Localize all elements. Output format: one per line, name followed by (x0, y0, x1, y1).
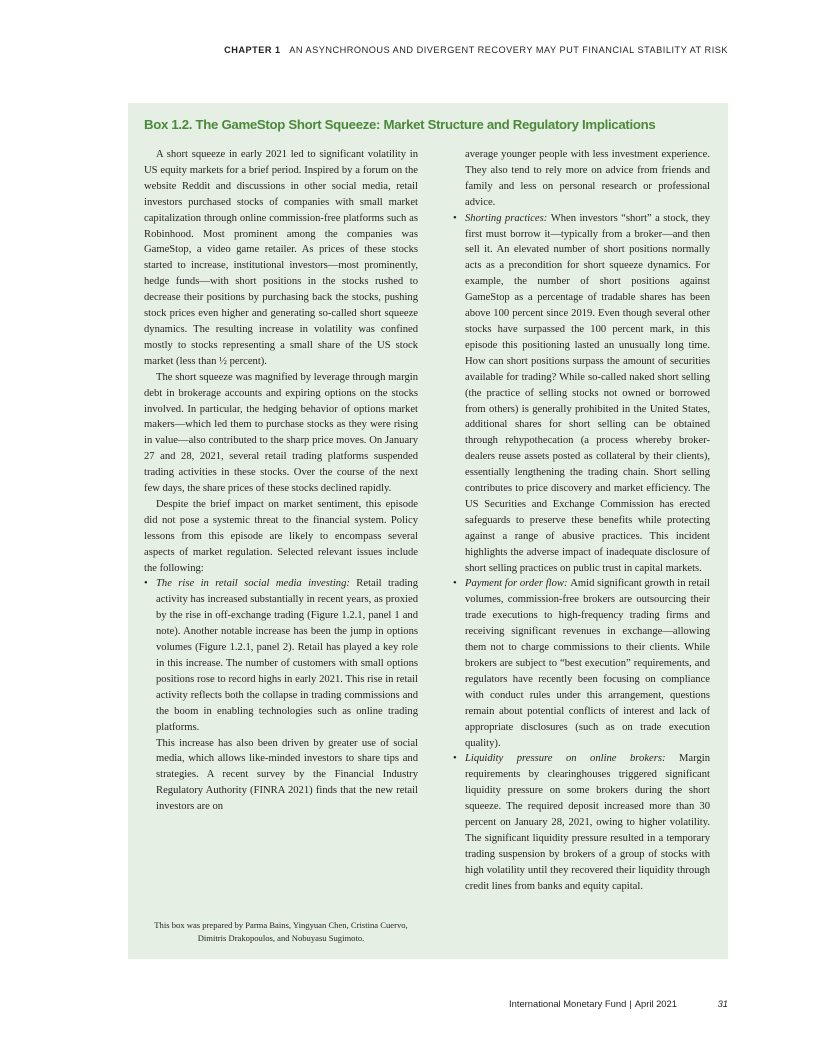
list-item-lead: Payment for order flow: (465, 578, 571, 590)
list-item-text: Margin requirements by clearinghouses triggered significant liquidity pressure on some brokers during the short squeeze. The required deposit increased more than 30 percent on January 28, 2021, owing to higher volatility. The significant liquidity pressure resulted in a temporary trading suspension by brokers of a group of stocks with high volatility until they recovered their liquidity through credit lines from banks and equity capital. (465, 753, 710, 892)
list-item-lead: The rise in retail social media investing: (156, 578, 357, 590)
publisher: International Monetary Fund (509, 998, 627, 1009)
box-footnote: This box was prepared by Parma Bains, Yingyuan Chen, Cristina Cuervo, Dimitris Drakopoulos, and Nobuyasu Sugimoto. (154, 920, 408, 944)
paragraph-continued: average younger people with less investment experience. They also tend to rely more on advice from friends and family and less on personal research or professional advice. (465, 149, 710, 208)
box-1-2 (128, 103, 728, 959)
chapter-label: CHAPTER 1 (224, 45, 281, 55)
chapter-title: AN ASYNCHRONOUS AND DIVERGENT RECOVERY MAY PUT FINANCIAL STABILITY AT RISK (289, 45, 728, 55)
box-title: Box 1.2. The GameStop Short Squeeze: Market Structure and Regulatory Implications (144, 117, 656, 132)
issue-list (144, 576, 418, 815)
issue-list-continued (453, 211, 710, 895)
list-item-lead: Liquidity pressure on online brokers: (465, 753, 679, 765)
list-item-lead: Shorting practices: (465, 212, 551, 224)
publication-date: April 2021 (634, 998, 677, 1009)
left-column (144, 147, 418, 815)
list-item-continuation: This increase has also been driven by greater use of social media, which allows like-minded investors to share tips and strategies. A recent survey by the Financial Industry Regulatory Authority (FINRA 2021) finds that the new retail investors are on (156, 737, 418, 813)
bullet-icon: • (453, 212, 457, 224)
bullet-icon: • (453, 578, 457, 590)
page-footer (509, 998, 728, 1009)
paragraph: Despite the brief impact on market sentiment, this episode did not pose a systemic threat to the financial system. Policy lessons from this episode are likely to encompass several aspects of market regulation. Selected relevant issues include the following: (144, 498, 418, 574)
paragraph: The short squeeze was magnified by leverage through margin debt in brokerage accounts and expiring options on the stocks involved. In particular, the hedging behavior of options market makers—which led them to purchase stocks as they were rising in value—also contributed to the sharp price moves. On January 27 and 28, 2021, several retail trading platforms suspended trading activities in these stocks. Over the course of the next few days, the share prices of these stocks declined rapidly. (144, 371, 418, 495)
bullet-icon: • (453, 753, 457, 765)
page-number: 31 (717, 998, 728, 1009)
right-column (453, 147, 710, 895)
list-item-text: Amid significant growth in retail volumes, commission-free brokers are outsourcing their trade executions to high-frequency trading firms and receiving significant revenues in exchange—allowing them not to charge commissions to their clients. While brokers are subject to “best execution” requirements, and regulators have recently been focusing on compliance with conduct rules under this arrangement, questions remain about potential conflicts of interest and lack of appropriate disclosures (such as on trade execution quality). (465, 578, 710, 749)
running-header (224, 45, 728, 55)
list-item-text: When investors “short” a stock, they first must borrow it—typically from a broker—and then sell it. An elevated number of short positions normally acts as a precondition for short squeeze dynamics. For example, the number of short positions against GameStop as a percentage of tradable shares has been above 100 percent since 2019. Even though several other stocks have surpassed the 100 percent mark, in this episode this positioning lasted an unusually long time. How can short positions surpass the amount of securities available for trading? While so-called naked short selling (the practice of selling stocks not owned or borrowed from others) is generally prohibited in the United States, additional shares for short selling can be obtained through rehypothecation (a process whereby broker-dealers reuse assets posted as collateral by their clients), essentially lengthening the trading chain. Short selling contributes to price discovery and market efficiency. The US Securities and Exchange Commission has erected safeguards to preserve these benefits while protecting against a range of abusive practices. This incident highlights the adverse impact of inadequate disclosure of short selling practices on public trust in capital markets. (465, 212, 710, 574)
list-item-text: Retail trading activity has increased substantially in recent years, as proxied by the rise in off-exchange trading (Figure 1.2.1, panel 1 and note). Another notable increase has been the jump in options volumes (Figure 1.2.1, panel 2). Retail has played a key role in this increase. The number of customers with small options positions rose to record highs in early 2021. This rise in retail activity reflects both the collapse in trading commissions and the boom in enabling technologies such as online trading platforms. (156, 578, 418, 733)
bullet-icon: • (144, 578, 148, 590)
list-item (144, 576, 418, 815)
list-item (453, 751, 710, 894)
paragraph: A short squeeze in early 2021 led to significant volatility in US equity markets for a brief period. Inspired by a forum on the website Reddit and discussions in other social media, retail investors purchased stocks of companies with small market capitalization through online commission-free platforms such as Robinhood. Most prominent among the companies was GameStop, a video game retailer. As prices of these stocks started to increase, institutional investors—most prominently, hedge funds—with short positions in the stocks rushed to decrease their positions by purchasing back the stocks, pushing stock prices even higher and generating so-called short squeeze dynamics. The resulting increase in volatility was confined mostly to stocks representing a small share of the US stock market (less than ½ percent). (144, 149, 418, 367)
list-item (453, 211, 710, 577)
list-item (453, 576, 710, 751)
footer-separator: | (629, 998, 632, 1009)
